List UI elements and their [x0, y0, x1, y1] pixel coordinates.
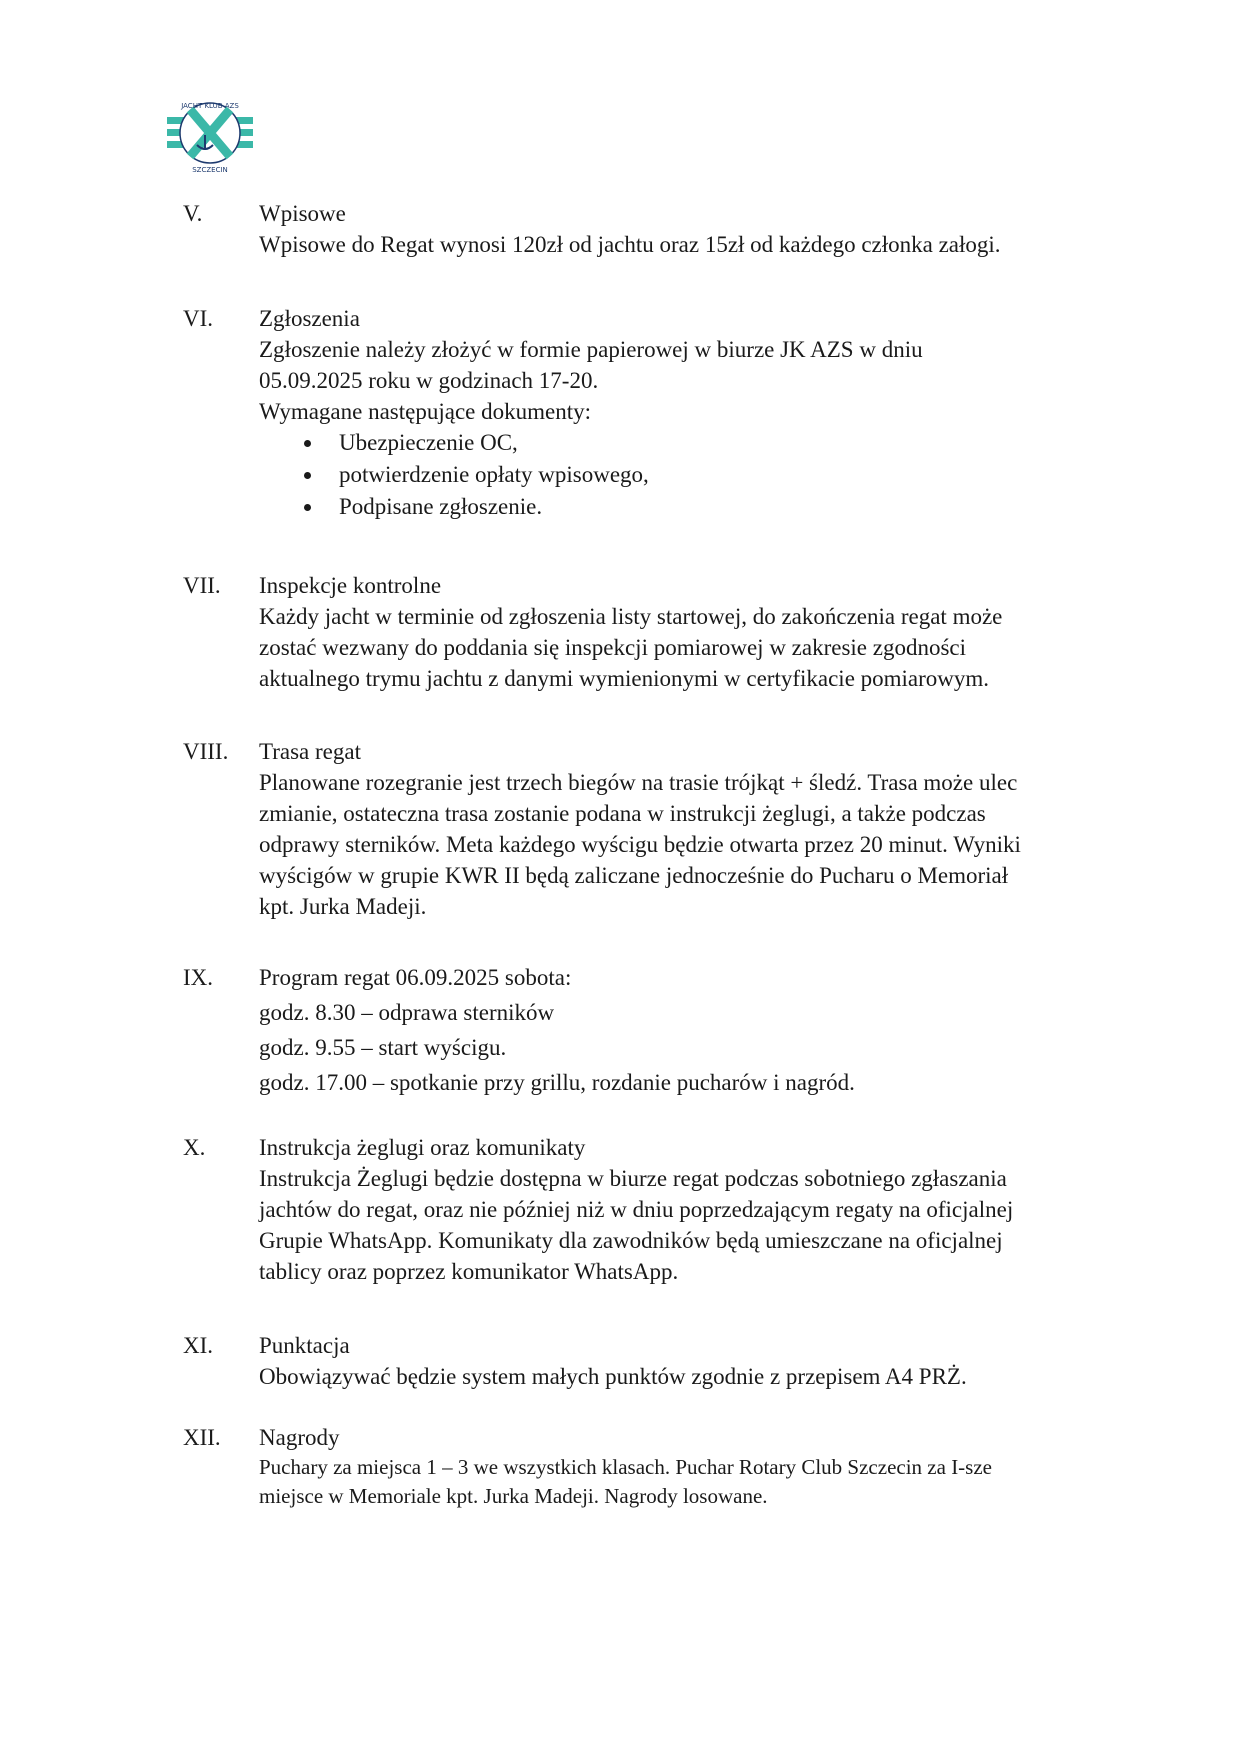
section-text: kpt. Jurka Madeji.: [259, 894, 427, 919]
section-title: Trasa regat: [259, 739, 361, 764]
section-number: V.: [183, 201, 203, 226]
program-item: godz. 17.00 – spotkanie przy grillu, rozdanie pucharów i nagród.: [259, 1070, 855, 1095]
section-number: XI.: [183, 1333, 214, 1358]
section-number: X.: [183, 1135, 206, 1160]
section-viii: [183, 736, 1123, 922]
section-text: wyścigów w grupie KWR II będą zaliczane jednocześnie do Pucharu o Memoriał: [259, 863, 1009, 888]
section-x: [183, 1132, 1123, 1287]
section-text: Puchary za miejsca 1 – 3 we wszystkich klasach. Puchar Rotary Club Szczecin za I-sze: [259, 1455, 992, 1479]
section-text: zostać wezwany do poddania się inspekcji pomiarowej w zakresie zgodności: [259, 635, 967, 660]
section-text: tablicy oraz poprzez komunikator WhatsApp.: [259, 1259, 679, 1284]
section-vi: [183, 303, 1123, 523]
section-text: 05.09.2025 roku w godzinach 17-20.: [259, 368, 599, 393]
section-text: Grupie WhatsApp. Komunikaty dla zawodników będą umieszczane na oficjalnej: [259, 1228, 1003, 1253]
section-text: Obowiązywać będzie system małych punktów zgodnie z przepisem A4 PRŻ.: [259, 1364, 967, 1389]
section-text: zmianie, ostateczna trasa zostanie podana w instrukcji żeglugi, a także podczas: [259, 801, 986, 826]
section-xii: [183, 1422, 1123, 1511]
section-text: Wpisowe do Regat wynosi 120zł od jachtu oraz 15zł od każdego członka załogi.: [259, 232, 1001, 257]
section-text: jachtów do regat, oraz nie później niż w dniu poprzedzającym regaty na oficjalnej: [259, 1197, 1014, 1222]
svg-text:SZCZECIN: SZCZECIN: [192, 166, 228, 174]
svg-text:JACHT KLUB AZS: JACHT KLUB AZS: [181, 102, 239, 110]
section-text: odprawy sterników. Meta każdego wyścigu będzie otwarta przez 20 minut. Wyniki: [259, 832, 1021, 857]
section-text: Każdy jacht w terminie od zgłoszenia listy startowej, do zakończenia regat może: [259, 604, 1003, 629]
list-item: potwierdzenie opłaty wpisowego,: [259, 459, 1123, 491]
section-title: Instrukcja żeglugi oraz komunikaty: [259, 1135, 586, 1160]
section-xi: [183, 1330, 1123, 1392]
section-text: miejsce w Memoriale kpt. Jurka Madeji. Nagrody losowane.: [259, 1484, 768, 1508]
program-item: godz. 9.55 – start wyścigu.: [259, 1035, 507, 1060]
section-number: XII.: [183, 1425, 221, 1450]
section-number: VII.: [183, 573, 221, 598]
section-number: VI.: [183, 306, 214, 331]
section-text: Zgłoszenie należy złożyć w formie papierowej w biurze JK AZS w dniu: [259, 337, 923, 362]
list-item: Ubezpieczenie OC,: [259, 427, 1123, 459]
section-text: aktualnego trymu jachtu z danymi wymienionymi w certyfikacie pomiarowym.: [259, 666, 990, 691]
section-title: Zgłoszenia: [259, 306, 360, 331]
section-ix: [183, 960, 1123, 1100]
required-documents-list: [259, 427, 1123, 523]
section-text: Wymagane następujące dokumenty:: [259, 399, 591, 424]
section-number: IX.: [183, 965, 214, 990]
section-number: VIII.: [183, 739, 229, 764]
section-title: Wpisowe: [259, 201, 346, 226]
section-text: Instrukcja Żeglugi będzie dostępna w biurze regat podczas sobotniego zgłaszania: [259, 1166, 1007, 1191]
list-item: Podpisane zgłoszenie.: [259, 491, 1123, 523]
section-title: Punktacja: [259, 1333, 350, 1358]
section-v: [183, 198, 1123, 260]
section-title: Nagrody: [259, 1425, 340, 1450]
section-title: Inspekcje kontrolne: [259, 573, 442, 598]
club-logo: [165, 95, 255, 175]
section-title: Program regat 06.09.2025 sobota:: [259, 965, 572, 990]
section-text: Planowane rozegranie jest trzech biegów na trasie trójkąt + śledź. Trasa może ulec: [259, 770, 1018, 795]
section-vii: [183, 570, 1123, 694]
program-item: godz. 8.30 – odprawa sterników: [259, 1000, 555, 1025]
